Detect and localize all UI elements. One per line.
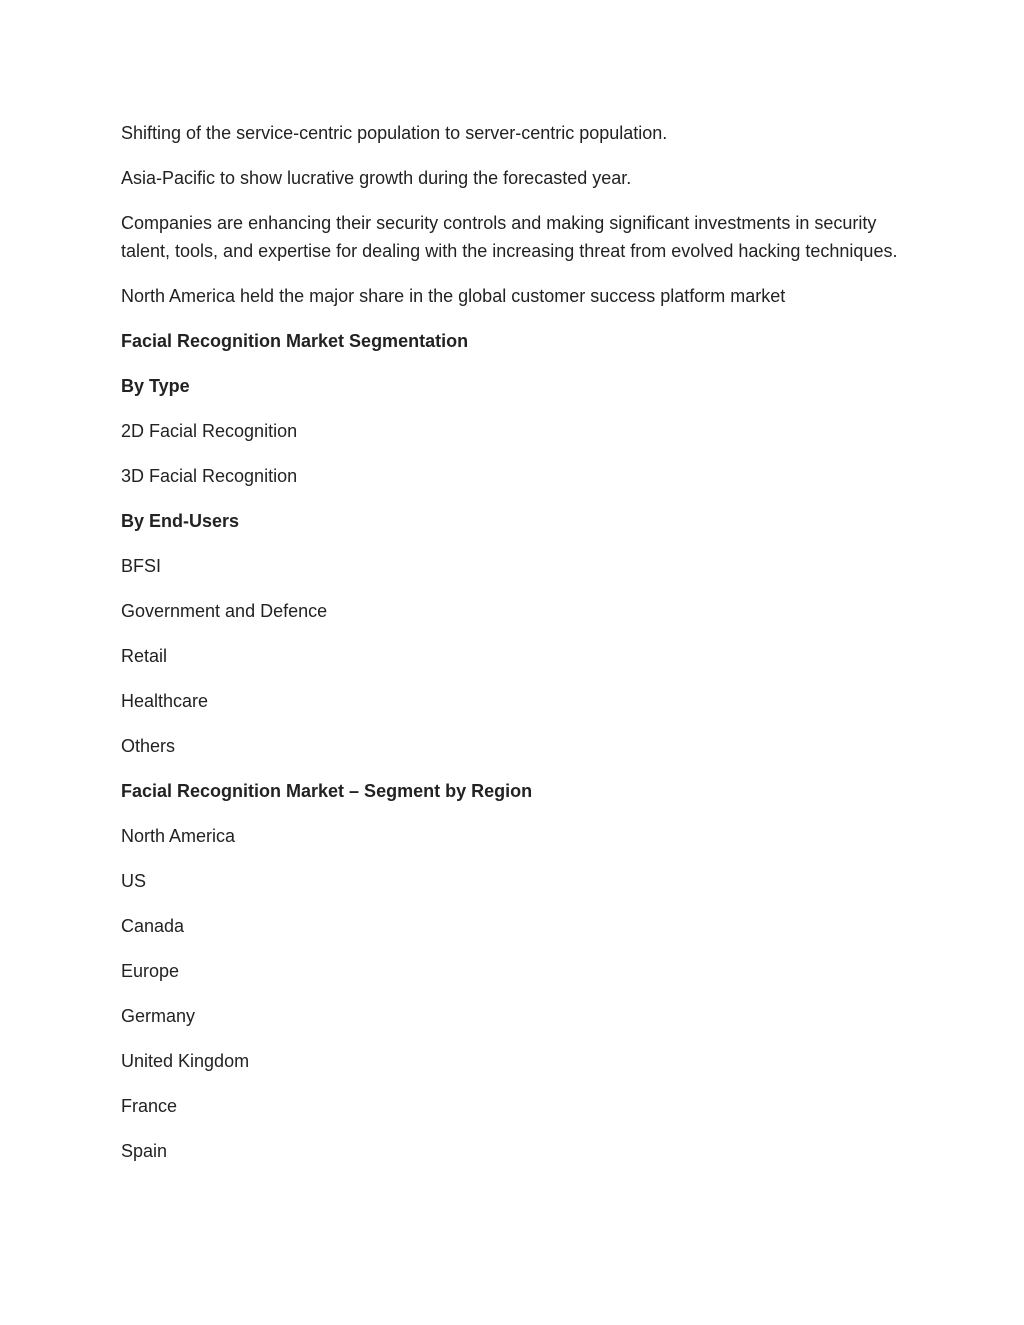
- list-item-united-kingdom: United Kingdom: [121, 1051, 250, 1071]
- heading-segment-by-region: Facial Recognition Market – Segment by Region: [121, 781, 533, 801]
- document-body: [121, 119, 901, 1182]
- list-item-germany: Germany: [121, 1006, 196, 1026]
- paragraph-asia-pacific-growth: Asia-Pacific to show lucrative growth during the forecasted year.: [121, 168, 632, 188]
- list-item-europe: Europe: [121, 961, 180, 981]
- list-item-canada: Canada: [121, 916, 185, 936]
- paragraph-security-investments: Companies are enhancing their security controls and making significant investments in security talent, tools, and expertise for dealing with the increasing threat from evolved hacking techniques.: [121, 213, 898, 261]
- list-item-france: France: [121, 1096, 178, 1116]
- list-item-others: Others: [121, 736, 176, 756]
- list-item-2d-facial-recognition: 2D Facial Recognition: [121, 421, 298, 441]
- paragraph-server-centric-shift: Shifting of the service-centric population to server-centric population.: [121, 123, 668, 143]
- heading-by-end-users: By End-Users: [121, 511, 240, 531]
- list-item-us: US: [121, 871, 147, 891]
- list-item-healthcare: Healthcare: [121, 691, 209, 711]
- heading-by-type: By Type: [121, 376, 190, 396]
- list-item-3d-facial-recognition: 3D Facial Recognition: [121, 466, 298, 486]
- paragraph-north-america-share: North America held the major share in the global customer success platform market: [121, 286, 786, 306]
- list-item-spain: Spain: [121, 1141, 168, 1161]
- list-item-bfsi: BFSI: [121, 556, 162, 576]
- list-item-government-defence: Government and Defence: [121, 601, 328, 621]
- heading-market-segmentation: Facial Recognition Market Segmentation: [121, 331, 469, 351]
- list-item-north-america: North America: [121, 826, 236, 846]
- list-item-retail: Retail: [121, 646, 168, 666]
